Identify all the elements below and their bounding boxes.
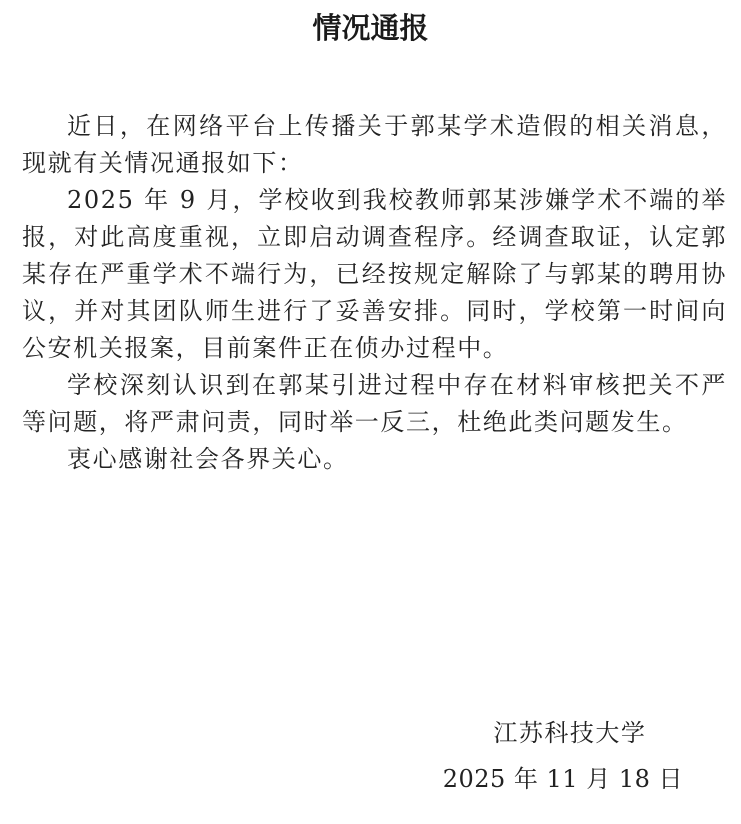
signature-block xyxy=(443,710,683,802)
paragraph-investigation: 2025 年 9 月，学校收到我校教师郭某涉嫌学术不端的举报，对此高度重视，立即启动调查程序。经调查取证，认定郭某存在严重学术不端行为，已经按规定解除了与郭某的聘用协议，并对其团队师生进行了妥善安排。同时，学校第一时间向公安机关报案，目前案件正在侦办过程中。 xyxy=(22,186,727,362)
document-body xyxy=(22,108,727,478)
paragraph-thanks: 衷心感谢社会各界关心。 xyxy=(67,445,349,473)
signature-date: 2025 年 11 月 18 日 xyxy=(442,765,683,793)
signature-organization: 江苏科技大学 xyxy=(493,719,647,747)
paragraph-accountability: 学校深刻认识到在郭某引进过程中存在材料审核把关不严等问题，将严肃问责，同时举一反三，杜绝此类问题发生。 xyxy=(22,371,727,436)
document-title: 情况通报 xyxy=(312,11,429,45)
paragraph-intro: 近日，在网络平台上传播关于郭某学术造假的相关消息，现就有关情况通报如下： xyxy=(22,112,727,177)
